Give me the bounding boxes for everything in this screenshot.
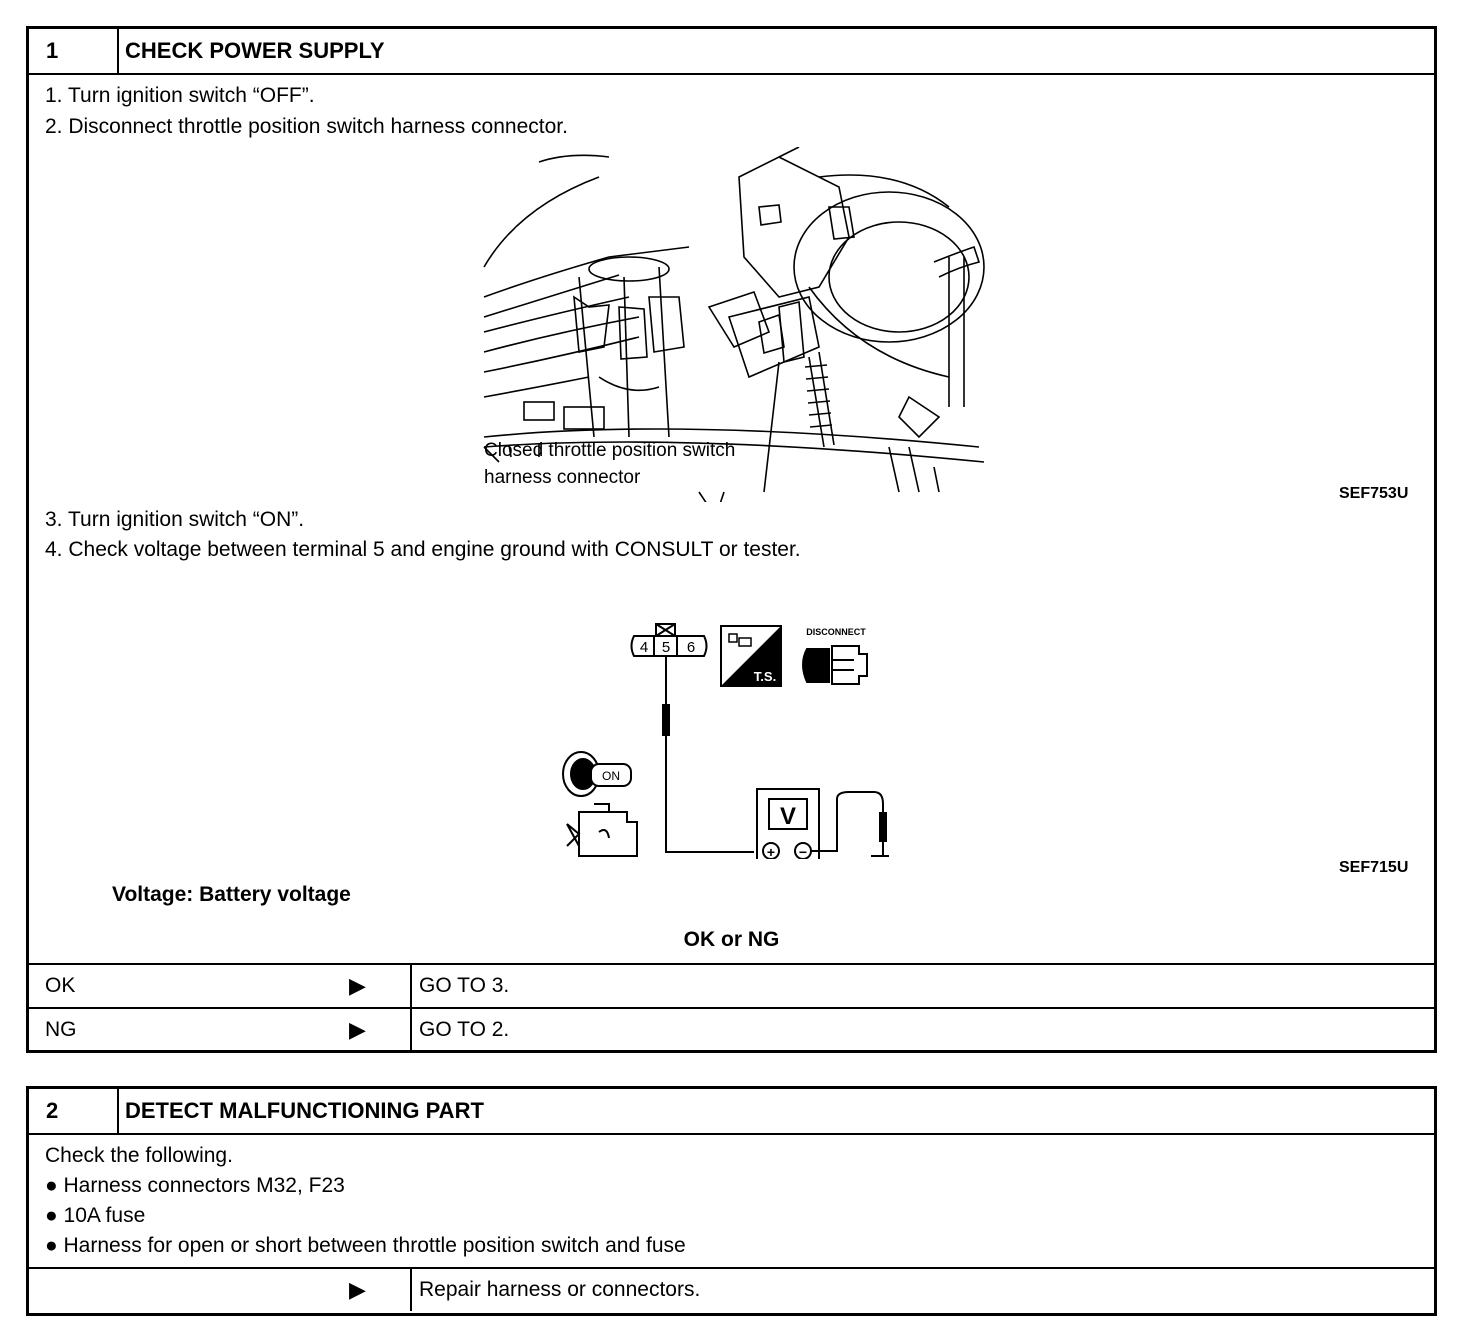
result-row-ok	[29, 963, 1434, 1007]
ground-symbol-icon	[871, 856, 889, 859]
terminal-6: 6	[686, 639, 696, 656]
step1-instruction-4: 4. Check voltage between terminal 5 and engine ground with CONSULT or tester.	[45, 538, 801, 561]
terminal-5: 5	[661, 639, 671, 656]
step2-intro: Check the following.	[45, 1144, 233, 1167]
step2-bullet-3: ● Harness for open or short between throttle position switch and fuse	[45, 1234, 686, 1257]
step2-bullet-2: ● 10A fuse	[45, 1204, 146, 1227]
arrow-right-icon: ▶	[349, 1277, 366, 1302]
disconnect-label: DISCONNECT	[806, 627, 866, 637]
result-ng-action: GO TO 2.	[419, 1018, 510, 1041]
meter-plus: +	[766, 844, 776, 859]
ok-or-ng-question: OK or NG	[683, 928, 780, 951]
step2-header	[29, 1089, 1434, 1135]
figure2-code: SEF715U	[1339, 859, 1409, 876]
step2-number: 2	[29, 1089, 119, 1133]
ts-label: T.S.	[753, 669, 777, 684]
step2-bullet-1: ● Harness connectors M32, F23	[45, 1174, 345, 1197]
voltage-check-diagram	[549, 594, 889, 859]
step1-instruction-1: 1. Turn ignition switch “OFF”.	[45, 84, 315, 107]
figure1-caption-line2: harness connector	[484, 467, 641, 488]
engine-icon	[567, 804, 637, 856]
disconnect-connector-icon	[803, 646, 867, 684]
step2-title: DETECT MALFUNCTIONING PART	[125, 1098, 484, 1123]
meter-minus: −	[798, 844, 808, 859]
step1-number: 1	[29, 29, 119, 73]
step1-header	[29, 29, 1434, 75]
result-ok-action: GO TO 3.	[419, 974, 510, 997]
voltage-spec: Voltage: Battery voltage	[112, 883, 351, 906]
step2-result-action: Repair harness or connectors.	[419, 1278, 701, 1301]
step1-title: CHECK POWER SUPPLY	[125, 38, 385, 63]
step2-table	[26, 1086, 1437, 1316]
figure1-caption-line1: Closed throttle position switch	[484, 440, 736, 461]
step1-instruction-3: 3. Turn ignition switch “ON”.	[45, 508, 305, 531]
step1-instruction-2: 2. Disconnect throttle position switch harness connector.	[45, 115, 568, 138]
result-ng-label: NG	[45, 1018, 77, 1041]
ignition-key-icon	[563, 752, 631, 796]
arrow-right-icon: ▶	[349, 1017, 366, 1042]
step1-table	[26, 26, 1437, 1053]
step2-result-row	[29, 1267, 1434, 1311]
result-row-ng	[29, 1007, 1434, 1051]
figure1-code: SEF753U	[1339, 485, 1409, 502]
terminal-4: 4	[639, 639, 649, 656]
meter-v-label: V	[779, 803, 797, 830]
arrow-right-icon: ▶	[349, 973, 366, 998]
result-ok-label: OK	[45, 974, 76, 997]
key-on-label: ON	[602, 769, 620, 783]
